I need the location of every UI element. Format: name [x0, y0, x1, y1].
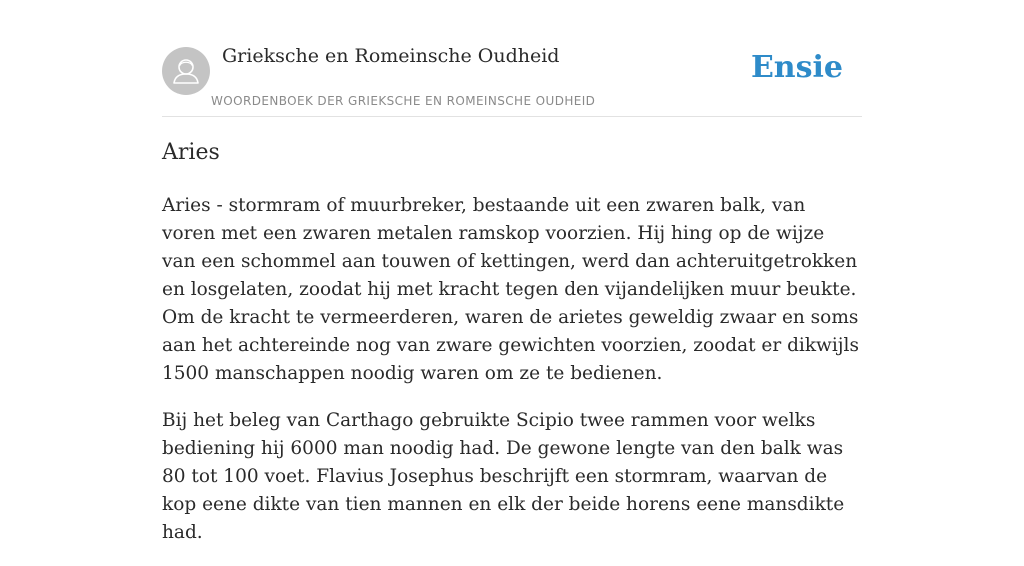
source-title[interactable]: Grieksche en Romeinsche Oudheid	[222, 45, 560, 67]
entry-paragraph: Bij het beleg van Carthago gebruikte Scipio twee rammen voor welks bediening hij 6000 man noodig had. De gewone lengte van den balk was 80 tot 100 voet. Flavius Josephus beschrijft een stormram, waarvan de kop eene dikte van tien mannen en elk der beide horens eene mansdikte had.	[162, 410, 845, 543]
source-avatar[interactable]	[162, 47, 210, 95]
user-icon	[162, 47, 210, 95]
entry-paragraph: Aries - stormram of muurbreker, bestaande uit een zwaren balk, van voren met een zwaren metalen ramskop voorzien. Hij hing op de wijze van een schommel aan touwen of kettingen, werd dan achteruitgetrokken en losgelaten, zoodat hij met kracht tegen den vijandelijken muur beukte. Om de kracht te vermeerderen, waren de arietes geweldig zwaar en soms aan het achtereinde nog van zware gewichten voorzien, zoodat er dikwijls 1500 manschappen noodig waren om ze te bedienen.	[162, 195, 859, 384]
ensie-logo[interactable]: Ensie	[750, 50, 843, 85]
source-subtitle[interactable]: WOORDENBOEK DER GRIEKSCHE EN ROMEINSCHE OUDHEID	[211, 94, 596, 108]
entry-title: Aries	[162, 140, 220, 165]
header	[162, 0, 862, 117]
page	[162, 0, 862, 543]
entry-content	[162, 192, 862, 566]
